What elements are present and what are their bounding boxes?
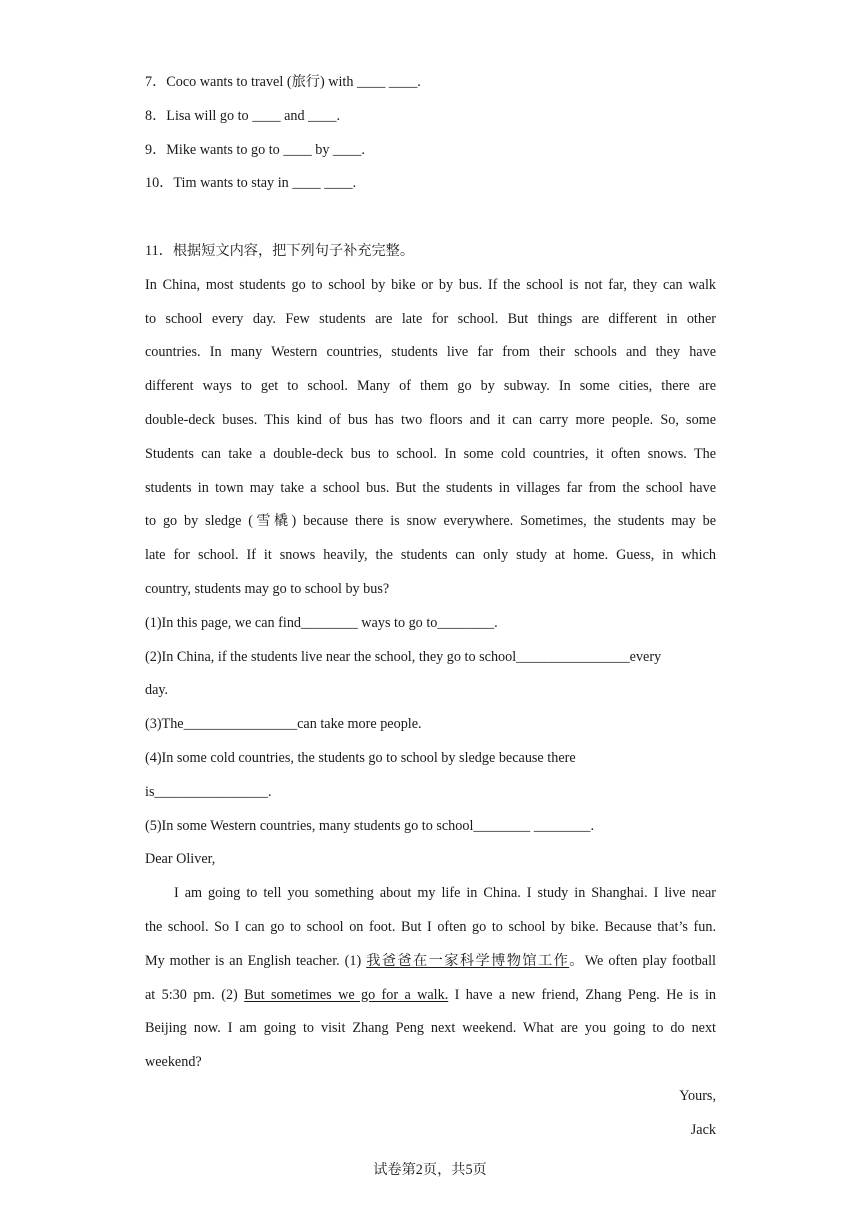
letter-signature: Jack (690, 1121, 716, 1138)
passage-line: to go by sledge (雪橇) because there is snow everywhere. Sometimes, the students may be (145, 513, 716, 530)
reading-passage (145, 269, 716, 607)
letter-text: 。We often play football (569, 952, 716, 969)
letter-closing: Yours, (679, 1087, 716, 1104)
fill-in-items (145, 607, 716, 844)
passage-line: country, students may go to school by bus? (145, 580, 390, 597)
item-2: (2)In China, if the students live near the school, they go to school________________every (145, 648, 662, 665)
underlined-sentence-1: 我爸爸在一家科学博物馆工作 (366, 952, 570, 969)
passage-line: countries. In many Western countries, students live far from their schools and they have (145, 344, 716, 361)
letter-text: I have a new friend, Zhang Peng. He is in (448, 986, 716, 1003)
question-7: 7．Coco wants to travel (旅行) with ____ ____. (145, 74, 421, 90)
question-11-heading: 11．根据短文内容，把下列句子补充完整。 (145, 242, 415, 259)
letter (145, 843, 716, 1147)
passage-line: Students can take a double-deck bus to school. In some cold countries, it often snows. The (145, 445, 716, 462)
item-2-cont: day. (145, 682, 169, 699)
letter-line (145, 979, 716, 1013)
exam-page (145, 66, 716, 1148)
question-10: 10．Tim wants to stay in ____ ____. (145, 175, 357, 192)
letter-text: My mother is an English teacher. (1) (145, 952, 367, 969)
item-4: (4)In some cold countries, the students go to school by sledge because there (145, 749, 576, 766)
page-footer: 试卷第2页，共5页 (373, 1162, 487, 1178)
item-4-cont: is________________. (145, 783, 272, 800)
letter-greeting: Dear Oliver, (145, 851, 216, 868)
letter-line: I am going to tell you something about my life in China. I study in Shanghai. I live near (174, 885, 716, 902)
letter-text: at 5:30 pm. (2) (145, 986, 245, 1003)
underlined-sentence-2: But sometimes we go for a walk. (244, 986, 449, 1003)
passage-line: different ways to get to school. Many of them go by subway. In some cities, there are (145, 378, 716, 395)
letter-line (145, 945, 716, 979)
question-9: 9．Mike wants to go to ____ by ____. (145, 141, 365, 158)
letter-line: Beijing now. I am going to visit Zhang Peng next weekend. What are you going to do next (145, 1020, 716, 1037)
passage-line: double-deck buses. This kind of bus has two floors and it can carry more people. So, some (145, 411, 716, 428)
spacer (145, 201, 716, 235)
passage-line: late for school. If it snows heavily, the students can only study at home. Guess, in which (145, 547, 716, 564)
letter-line: weekend? (145, 1054, 202, 1071)
letter-line: the school. So I can go to school on foot. But I often go to school by bike. Because that’s fun. (145, 918, 716, 935)
passage-line: to school every day. Few students are late for school. But things are different in other (145, 310, 716, 327)
question-8: 8．Lisa will go to ____ and ____. (145, 107, 341, 124)
passage-line: In China, most students go to school by bike or by bus. If the school is not far, they can walk (145, 276, 716, 293)
item-1: (1)In this page, we can find________ ways to go to________. (145, 614, 498, 631)
passage-line: students in town may take a school bus. But the students in villages far from the school have (145, 479, 716, 496)
item-3: (3)The________________can take more people. (145, 716, 422, 733)
item-5: (5)In some Western countries, many students go to school________ ________. (145, 817, 594, 834)
